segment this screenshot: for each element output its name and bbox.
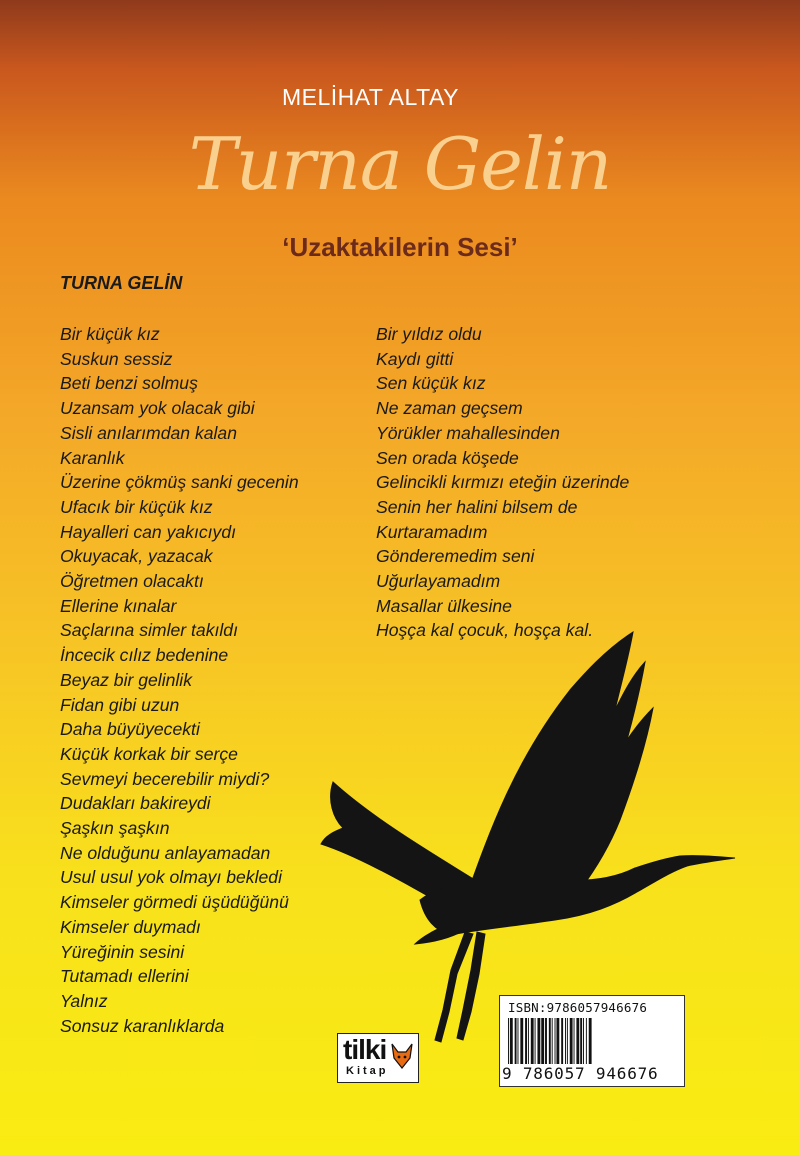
ean-digits: 9 786057 946676	[502, 1064, 659, 1083]
poem-line: Tutamadı ellerini	[60, 966, 189, 987]
barcode-bar	[561, 1018, 563, 1064]
poem-line: Uzansam yok olacak gibi	[60, 398, 255, 419]
poem-line: Ne olduğunu anlayamadan	[60, 842, 271, 863]
author-name: MELİHAT ALTAY	[282, 84, 459, 110]
barcode-bar	[565, 1018, 566, 1064]
poem-line: Öğretmen olacaktı	[60, 571, 204, 592]
poem-line: Bir yıldız oldu	[376, 324, 482, 344]
publisher-logo	[337, 1033, 419, 1083]
poem-line: Üzerine çökmüş sanki gecenin	[60, 472, 299, 493]
barcode-bar	[520, 1018, 523, 1064]
barcode-bar	[586, 1018, 587, 1064]
poem-right-column	[376, 322, 629, 643]
poem-line: Hayalleri can yakıcıydı	[60, 521, 237, 542]
poem-line: Ellerine kınalar	[60, 595, 177, 616]
poem-line: Hoşça kal çocuk, hoşça kal.	[376, 620, 594, 641]
poem-line: Kaydı gitti	[376, 348, 454, 369]
poem-line: İncecik cılız bedenine	[60, 645, 229, 666]
poem-line: Küçük korkak bir serçe	[60, 743, 238, 764]
barcode-bar	[580, 1018, 582, 1064]
barcode-bar	[537, 1018, 540, 1064]
publisher-logo-word: tilki	[343, 1034, 387, 1065]
book-title: Turna Gelin	[188, 122, 612, 206]
barcode-bar	[576, 1018, 579, 1064]
barcode-bar	[574, 1018, 575, 1064]
barcode-bar	[552, 1018, 553, 1064]
barcode-bar	[541, 1018, 544, 1064]
poem-line: Gönderemedim seni	[376, 546, 535, 567]
poem-line: Dudakları bakireydi	[60, 793, 211, 814]
poem-line: Sisli anılarımdan kalan	[60, 422, 238, 443]
poem-line: Gelincikli kırmızı eteğin üzerinde	[376, 472, 630, 493]
poem-line: Beyaz bir gelinlik	[60, 669, 193, 690]
isbn-label: ISBN:9786057946676	[508, 1000, 648, 1015]
poem-line: Ne zaman geçsem	[376, 398, 523, 419]
crane-wing-upper	[465, 632, 653, 902]
poem-line: Daha büyüyecekti	[60, 719, 200, 740]
barcode-bar	[556, 1018, 559, 1064]
poem-line: Kimseler duymadı	[60, 916, 201, 937]
poem-line: Kurtaramadım	[376, 521, 488, 542]
poem-line: Sen orada köşede	[376, 447, 519, 468]
barcode-bar	[528, 1018, 529, 1064]
poem-line: Fidan gibi uzun	[60, 694, 180, 715]
poem-line: Sen küçük kız	[376, 373, 486, 394]
isbn-barcode	[499, 995, 685, 1087]
poem-heading: TURNA GELİN	[60, 273, 183, 293]
barcode-bar	[515, 1018, 517, 1064]
poem-line: Usul usul yok olmayı bekledi	[60, 867, 282, 888]
barcode-bar	[510, 1018, 513, 1064]
poem-left-column	[60, 322, 299, 1038]
poem-line: Suskun sessiz	[60, 348, 173, 369]
barcode-bar	[525, 1018, 527, 1064]
publisher-logo-sub: Kitap	[346, 1065, 389, 1077]
barcode-bar	[545, 1018, 547, 1064]
barcode-bar	[589, 1018, 592, 1064]
book-subtitle: ‘Uzaktakilerin Sesi’	[282, 232, 518, 262]
poem-line: Karanlık	[60, 447, 125, 468]
barcode-bar	[555, 1018, 556, 1064]
crane-silhouette-icon	[315, 630, 755, 1050]
fox-logo-icon	[388, 1038, 416, 1072]
barcode-bar	[535, 1018, 536, 1064]
poem-line: Ufacık bir küçük kız	[60, 496, 213, 517]
poem-line: Okuyacak, yazacak	[60, 546, 213, 567]
poem-line: Beti benzi solmuş	[60, 373, 198, 394]
barcode-bars	[506, 1018, 678, 1064]
barcode-bar	[508, 1018, 509, 1064]
poem-line: Saçlarına simler takıldı	[60, 620, 238, 641]
poem-line: Sevmeyi becerebilir miydi?	[60, 768, 270, 789]
poem-line: Şaşkın şaşkın	[60, 818, 170, 839]
poem-line: Yörükler mahallesinden	[376, 422, 560, 443]
poem-line: Yüreğinin sesini	[60, 941, 185, 962]
poem-line: Masallar ülkesine	[376, 595, 512, 616]
barcode-bar	[583, 1018, 584, 1064]
poem-line: Bir küçük kız	[60, 324, 160, 344]
barcode-bar	[549, 1018, 551, 1064]
barcode-bar	[531, 1018, 534, 1064]
poem-line: Uğurlayamadım	[376, 571, 501, 592]
barcode-bar	[567, 1018, 568, 1064]
poem-line: Kimseler görmedi üşüdüğünü	[60, 892, 289, 913]
poem-line: Yalnız	[60, 990, 108, 1011]
barcode-bar	[570, 1018, 573, 1064]
poem-line: Sonsuz karanlıklarda	[60, 1015, 225, 1036]
barcode-bar	[518, 1018, 519, 1064]
poem-line: Senin her halini bilsem de	[376, 496, 578, 517]
